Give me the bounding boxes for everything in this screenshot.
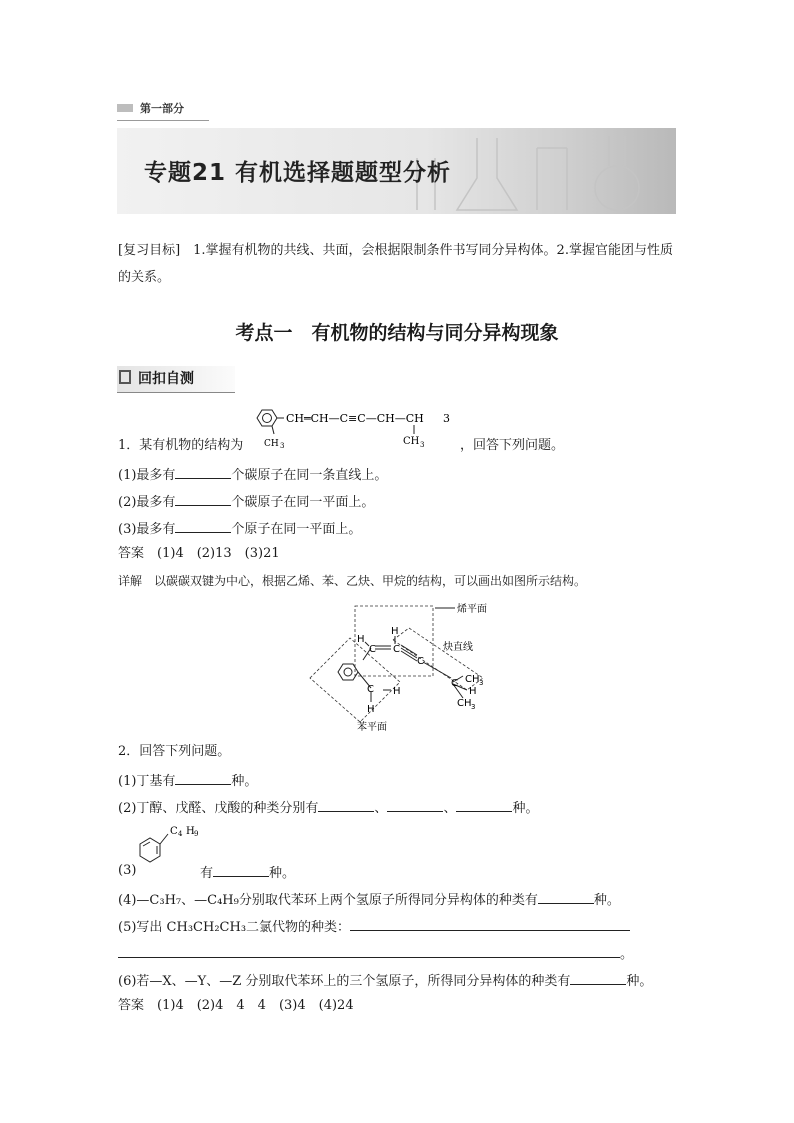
q1-item-1: (1)最多有 个碳原子在同一条直线上。: [118, 464, 387, 485]
q2-item-5: (5)写出 CH₃CH₂CH₃二氯代物的种类：: [118, 916, 630, 937]
q1-item-2: (2)最多有 个碳原子在同一平面上。: [118, 491, 374, 512]
svg-text:3: 3: [479, 679, 484, 687]
part-marker: [117, 104, 133, 112]
q1-stem: 1．某有机物的结构为: [118, 438, 244, 453]
svg-text:H: H: [186, 826, 195, 837]
svg-text:炔直线: 炔直线: [443, 642, 473, 653]
q2-item-3: 有 种。: [200, 862, 295, 883]
svg-text:9: 9: [194, 830, 199, 838]
svg-text:苯平面: 苯平面: [357, 722, 387, 733]
q1-item-3: (3)最多有 个原子在同一平面上。: [118, 518, 361, 539]
svg-text:C: C: [451, 678, 458, 689]
svg-text:3: 3: [420, 441, 425, 449]
q1-stem-end: ，回答下列问题。: [460, 438, 565, 453]
section-title: 考点一 有机物的结构与同分异构现象: [235, 322, 559, 344]
q2-item-6: (6)若—X、—Y、—Z 分别取代苯环上的三个氢原子，所得同分异构体的种类有 种。: [118, 970, 652, 991]
svg-text:CH: CH: [465, 674, 480, 685]
svg-text:C: C: [367, 684, 374, 695]
chapter-title: 专题21 有机选择题题型分析: [144, 160, 452, 186]
svg-text:C: C: [393, 644, 400, 655]
branch-ch3: CH: [403, 436, 420, 447]
chain-text: CH═CH—C≡C—CH—CH: [286, 412, 424, 425]
svg-text:H: H: [357, 634, 365, 645]
svg-text:4: 4: [178, 830, 183, 838]
part-divider: [117, 120, 209, 121]
book-icon: [119, 370, 131, 384]
subsection-divider: [117, 392, 235, 393]
q2-item-5-line: 。: [118, 943, 633, 964]
svg-text:3: 3: [471, 703, 476, 711]
svg-text:CH: CH: [457, 698, 472, 709]
svg-text:C: C: [369, 644, 376, 655]
svg-text:烯平面: 烯平面: [457, 604, 487, 615]
svg-text:3: 3: [280, 442, 285, 450]
q2-item-3-label: (3): [118, 863, 137, 878]
q2-stem: 2．回答下列问题。: [118, 744, 231, 759]
svg-text:H: H: [469, 686, 477, 697]
q1-answer: 答案 (1)4 (2)13 (3)21: [118, 546, 280, 561]
svg-text:C: C: [170, 826, 178, 837]
q1-plane-diagram: [305, 598, 505, 738]
subsection-title: 回扣自测: [138, 371, 194, 387]
part-label: 第一部分: [140, 102, 184, 115]
q2-item-4: (4)—C₃H₇、—C₄H₉分别取代苯环上两个氢原子所得同分异构体的种类有 种。: [118, 889, 620, 910]
q2-item-1: (1)丁基有 种。: [118, 770, 257, 791]
review-objectives: [复习目标] 1.掌握有机物的共线、共面，会根据限制条件书写同分异构体。2.掌握官能团与性质的关系。: [118, 243, 673, 285]
svg-text:H: H: [393, 686, 401, 697]
q2-answer: 答案 (1)4 (2)4 4 4 (3)4 (4)24: [118, 998, 354, 1013]
svg-text:C: C: [417, 656, 424, 667]
q2-item-2: (2)丁醇、戊醛、戊酸的种类分别有 、 、 种。: [118, 797, 538, 818]
butylbenzene-structure: [130, 822, 210, 872]
ring-ch3: CH: [264, 439, 279, 449]
svg-text:H: H: [391, 626, 399, 637]
svg-text:H: H: [367, 704, 375, 715]
svg-text:3: 3: [443, 412, 450, 425]
q1-structure-formula: [250, 404, 470, 452]
q1-explanation: 详解 以碳碳双键为中心，根据乙烯、苯、乙炔、甲烷的结构，可以画出如图所示结构。: [118, 574, 587, 588]
